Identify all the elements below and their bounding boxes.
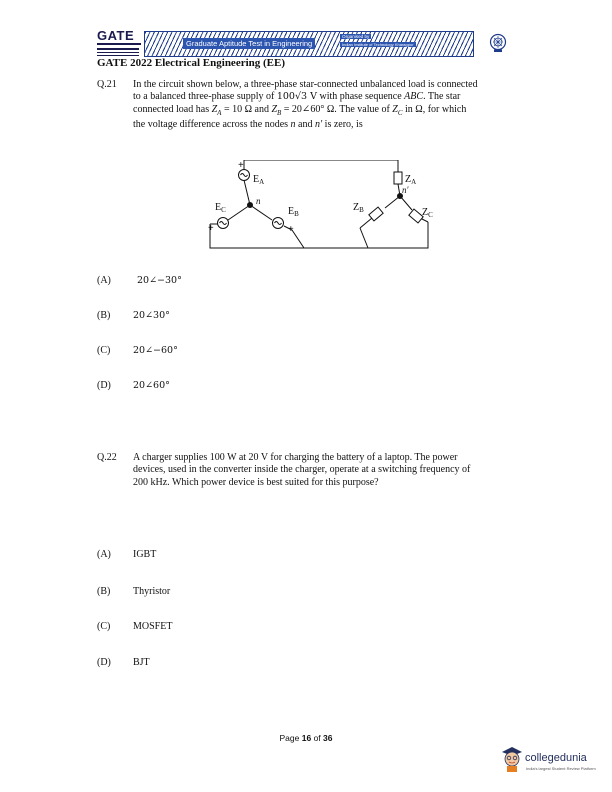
label-n-prime: n′ <box>402 185 409 195</box>
gate-logo-text: GATE <box>97 28 141 45</box>
question-text <box>133 452 523 489</box>
collegedunia-mascot-icon <box>500 744 524 772</box>
wire <box>244 180 250 205</box>
label-zb: $Z_B$ <box>353 202 364 214</box>
question-line: devices, used in the converter inside the charger, operate at a switching frequency of <box>133 464 471 476</box>
option-text: MOSFET <box>133 621 173 632</box>
question-line: the voltage difference across the nodes n and n′ is zero, is <box>133 118 363 130</box>
voltage-source-b <box>273 218 284 229</box>
circuit-diagram <box>200 160 440 260</box>
voltage-source-a <box>239 170 250 181</box>
question-line: connected load has $Z_A = 10$ Ω and $Z_B$ = 20∠60° Ω. The value of $Z_C$ in Ω, for which <box>133 103 467 117</box>
option-label: (A) <box>97 549 111 560</box>
banner-institute: Indian Institute of Technology Kharagpur <box>342 42 414 47</box>
question-number: Q.21 <box>97 79 117 90</box>
option-label: (D) <box>97 380 111 391</box>
option-text: BJT <box>133 657 150 668</box>
banner-title: Graduate Aptitude Test in Engineering <box>183 38 315 49</box>
page-number: Page 16 of 36 <box>279 733 333 743</box>
option-label: (B) <box>97 586 111 597</box>
label-n: n <box>256 196 261 206</box>
option-text: 20∠60° <box>133 380 170 391</box>
logo-rule <box>97 55 139 56</box>
option-text: IGBT <box>133 549 157 560</box>
option-text: 20∠−30° <box>137 275 182 286</box>
option-label: (B) <box>97 310 111 321</box>
plus-sign-b: + <box>288 224 294 235</box>
option-text: Thyristor <box>133 586 171 597</box>
question-text <box>133 79 523 131</box>
option-text: 20∠30° <box>133 310 170 321</box>
question-line: to a balanced three-phase supply of 100√3 V with phase sequence ABC. The star <box>133 91 461 103</box>
collegedunia-brand: collegedunia <box>525 752 587 764</box>
voltage-source-c <box>218 218 229 229</box>
wire <box>228 205 250 220</box>
label-eb: $E_B$ <box>288 206 299 218</box>
label-zc: $Z_C$ <box>422 207 433 219</box>
iit-emblem-icon <box>489 33 507 53</box>
banner-organized-by: Organised by <box>342 34 370 39</box>
question-line: In the circuit shown below, a three-phase star-connected unbalanced load is connected <box>133 79 478 90</box>
option-label: (D) <box>97 657 111 668</box>
node-n <box>247 202 253 208</box>
wire <box>244 160 398 172</box>
wire <box>360 228 368 248</box>
impedance-za <box>394 172 402 184</box>
plus-sign-c: + <box>208 223 214 234</box>
exam-title: GATE 2022 Electrical Engineering (EE) <box>97 57 286 69</box>
option-text: 20∠−60° <box>133 345 178 356</box>
logo-rule <box>97 52 139 53</box>
wire <box>210 222 428 248</box>
label-ec: $E_C$ <box>215 202 226 214</box>
label-ea: $E_A$ <box>253 174 265 186</box>
wire <box>360 218 372 228</box>
wire <box>250 205 272 220</box>
question-line: A charger supplies 100 W at 20 V for charging the battery of a laptop. The power <box>133 452 458 463</box>
question-line: 200 kHz. Which power device is best suited for this purpose? <box>133 476 379 488</box>
logo-rule <box>97 48 139 50</box>
label-za: $Z_A$ <box>405 174 417 186</box>
collegedunia-tagline: India's largest Student Review Platform <box>526 766 596 771</box>
wire <box>284 226 304 248</box>
option-label: (A) <box>97 275 111 286</box>
option-label: (C) <box>97 621 111 632</box>
option-label: (C) <box>97 345 111 356</box>
question-number: Q.22 <box>97 452 117 463</box>
plus-sign-a: + <box>238 160 244 171</box>
